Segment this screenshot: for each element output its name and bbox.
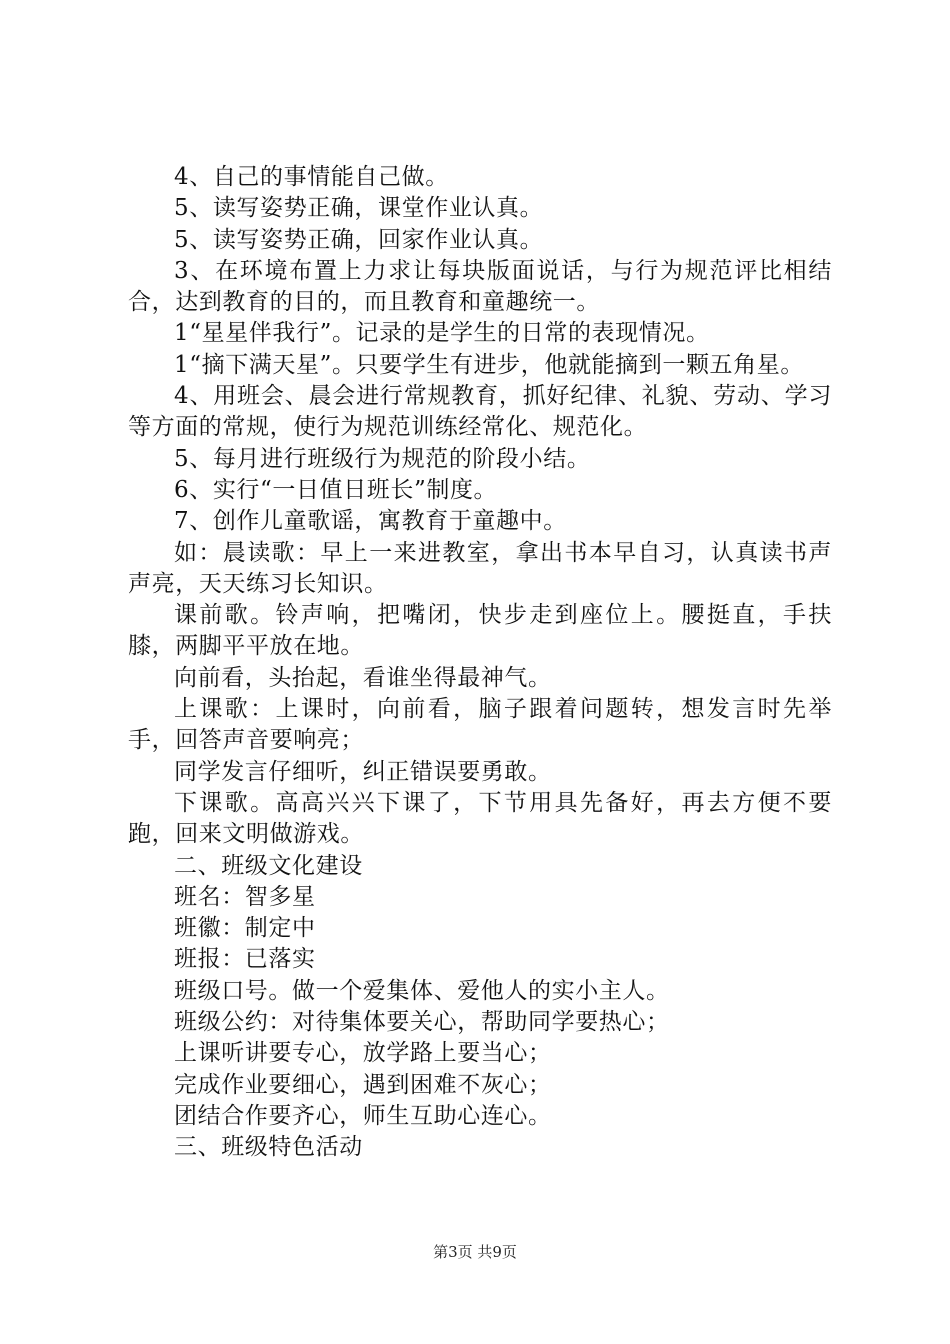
paragraph: 1“摘下满天星”。只要学生有进步，他就能摘到一颗五角星。 bbox=[174, 351, 804, 378]
paragraph: 上课听讲要专心，放学路上要当心； bbox=[174, 1040, 552, 1067]
paragraph: 班级口号。做一个爱集体、爱他人的实小主人。 bbox=[174, 977, 670, 1004]
paragraph: 班级公约：对待集体要关心，帮助同学要热心； bbox=[174, 1009, 670, 1036]
paragraph: 班徽：制定中 bbox=[174, 915, 316, 942]
page-footer: 第3页 共9页 bbox=[433, 1243, 517, 1261]
paragraph: 团结合作要齐心，师生互助心连心。 bbox=[174, 1102, 552, 1129]
paragraph: 班报：已落实 bbox=[174, 946, 316, 973]
paragraph: 如：晨读歌：早上一来进教室，拿出书本早自习，认真读书声声亮，天天练习长知识。 bbox=[128, 539, 832, 597]
paragraph: 5、每月进行班级行为规范的阶段小结。 bbox=[174, 445, 591, 472]
section-heading: 二、班级文化建设 bbox=[174, 852, 363, 879]
paragraph: 1“星星伴我行”。记录的是学生的日常的表现情况。 bbox=[174, 320, 710, 347]
paragraph: 班名：智多星 bbox=[174, 883, 316, 910]
paragraph: 4、用班会、晨会进行常规教育，抓好纪律、礼貌、劳动、学习等方面的常规，使行为规范训练经常化、规范化。 bbox=[128, 383, 832, 441]
document-body bbox=[128, 162, 832, 1164]
paragraph: 7、创作儿童歌谣，寓教育于童趣中。 bbox=[174, 508, 567, 535]
paragraph: 课前歌。铃声响，把嘴闭，快步走到座位上。腰挺直，手扶膝，两脚平平放在地。 bbox=[128, 602, 832, 660]
paragraph: 6、实行“一日值日班长”制度。 bbox=[174, 476, 498, 503]
paragraph: 4、自己的事情能自己做。 bbox=[174, 164, 449, 190]
section-heading: 三、班级特色活动 bbox=[174, 1134, 363, 1161]
paragraph: 5、读写姿势正确，课堂作业认真。 bbox=[174, 195, 544, 222]
paragraph: 同学发言仔细听，纠正错误要勇敢。 bbox=[174, 758, 552, 785]
paragraph: 3、在环境布置上力求让每块版面说话，与行为规范评比相结合，达到教育的目的，而且教育和童趣统一。 bbox=[128, 257, 832, 316]
paragraph: 上课歌：上课时，向前看，脑子跟着问题转，想发言时先举手，回答声音要响亮； bbox=[128, 696, 832, 754]
paragraph: 向前看，头抬起，看谁坐得最神气。 bbox=[174, 664, 552, 691]
paragraph: 5、读写姿势正确，回家作业认真。 bbox=[174, 226, 544, 253]
paragraph: 下课歌。高高兴兴下课了，下节用具先备好，再去方便不要跑，回来文明做游戏。 bbox=[128, 789, 832, 848]
paragraph: 完成作业要细心，遇到困难不灰心； bbox=[174, 1071, 552, 1098]
